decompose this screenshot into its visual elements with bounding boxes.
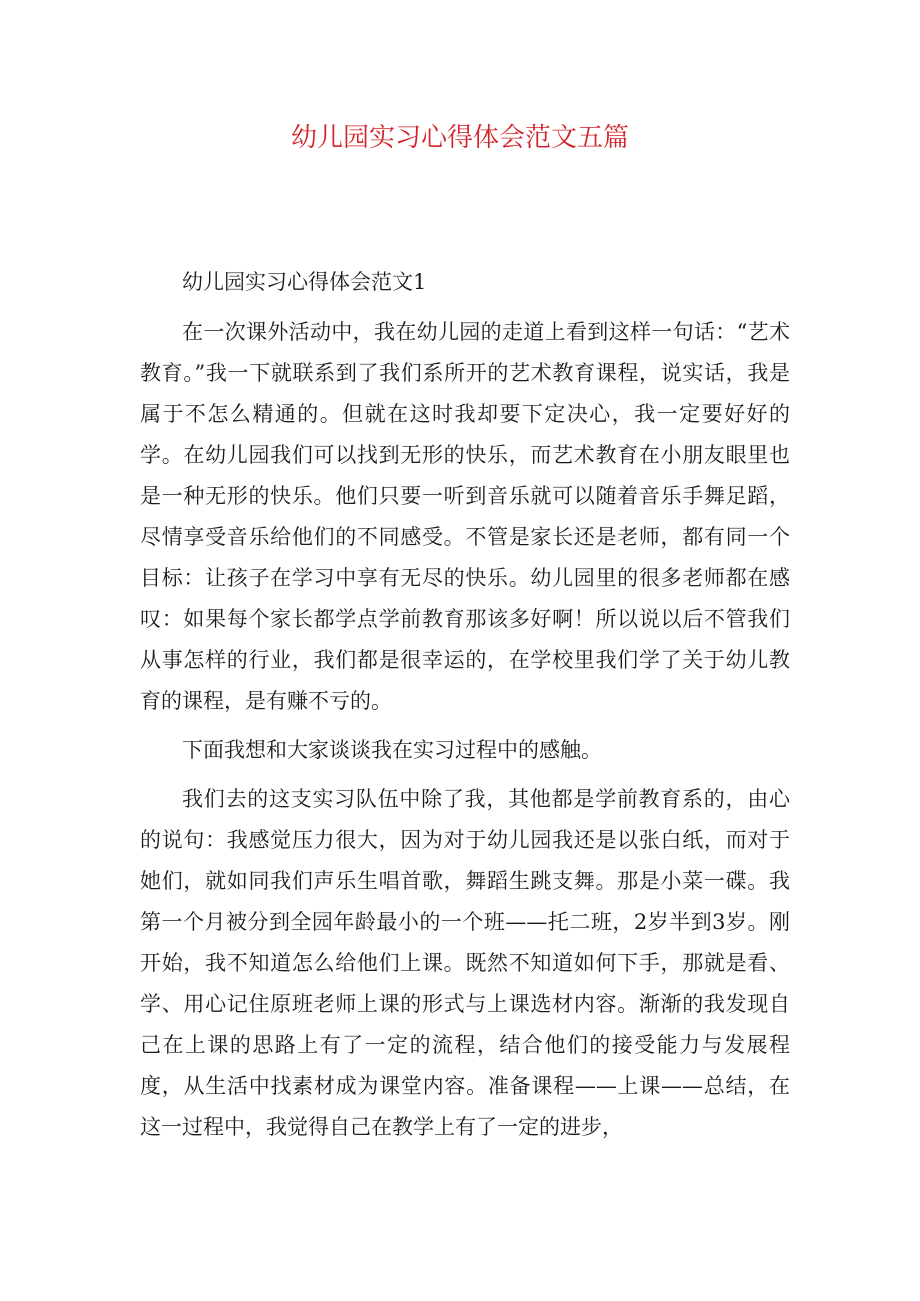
- paragraph-2: 下面我想和大家谈谈我在实习过程中的感触。: [182, 738, 602, 762]
- paragraph-1: 在一次课外活动中，我在幼儿园的走道上看到这样一句话：“艺术教育。”我一下就联系到了我们系所开的艺术教育课程，说实话，我是属于不怎么精通的。但就在这时我却要下定决心，我一定要好好的学。在幼儿园我们可以找到无形的快乐，而艺术教育在小朋友眼里也是一种无形的快乐。他们只要一听到音乐就可以随着音乐手舞足蹈，尽情享受音乐给他们的不同感受。不管是家长还是老师，都有同一个目标：让孩子在学习中享有无尽的快乐。幼儿园里的很多老师都在感叹：如果每个家长都学点学前教育那该多好啊！所以说以后不管我们从事怎样的行业，我们都是很幸运的，在学校里我们学了关于幼儿教育的课程，是有赚不亏的。: [140, 320, 790, 713]
- document-body: [140, 262, 790, 1156]
- document-title: 幼儿园实习心得体会范文五篇: [290, 123, 629, 153]
- paragraph-3: 我们去的这支实习队伍中除了我，其他都是学前教育系的，由心的说句：我感觉压力很大，因为对于幼儿园我还是以张白纸，而对于她们，就如同我们声乐生唱首歌，舞蹈生跳支舞。那是小菜一碟。我第一个月被分到全园年龄最小的一个班——托二班，2岁半到3岁。刚开始，我不知道怎么给他们上课。既然不知道如何下手，那就是看、学、用心记住原班老师上课的形式与上课选材内容。渐渐的我发现自己在上课的思路上有了一定的流程，结合他们的接受能力与发展程度，从生活中找素材成为课堂内容。准备课程——上课——总结，在这一过程中，我觉得自己在教学上有了一定的进步，: [140, 787, 790, 1139]
- section-heading: 幼儿园实习心得体会范文1: [182, 270, 427, 294]
